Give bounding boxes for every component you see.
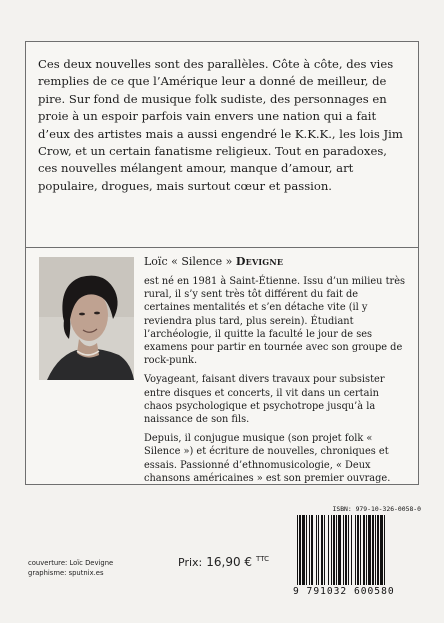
author-photo: [39, 257, 134, 380]
barcode-bar: [348, 515, 349, 585]
price: [178, 555, 269, 569]
author-portrait-image: [39, 257, 134, 380]
design-credit: graphisme: sputnix.es: [28, 568, 104, 577]
author-bio: [144, 254, 406, 491]
bio-paragraph: Voyageant, faisant divers travaux pour subsister entre disques et concerts, il vit dans un certain chaos psychologique et psychotrope jusqu’à la naissance de son fils.: [144, 374, 385, 426]
barcode-bar: [311, 515, 313, 585]
price-amount: 16,90 €: [206, 555, 253, 569]
barcode-bar: [363, 515, 365, 585]
barcode-bar: [377, 515, 379, 585]
section-divider: [26, 247, 418, 248]
barcode-bar: [333, 515, 335, 585]
credits: [28, 559, 113, 578]
barcode-bar: [316, 515, 317, 585]
author-last-name: Devigne: [235, 255, 284, 268]
barcode-bar: [384, 515, 385, 585]
barcode-bar: [306, 515, 307, 585]
barcode-bar: [328, 515, 329, 585]
barcode-bar: [309, 515, 310, 585]
barcode-bar: [338, 515, 341, 585]
barcode-bar: [366, 515, 367, 585]
price-suffix: TTC: [256, 555, 269, 563]
barcode-bar: [336, 515, 337, 585]
barcode-bar: [380, 515, 383, 585]
barcode-bar: [324, 515, 325, 585]
barcode-bar: [299, 515, 301, 585]
barcode-digits: 9 791032 600580: [293, 586, 395, 597]
barcode-bar: [343, 515, 344, 585]
barcode-bar: [297, 515, 298, 585]
bio-paragraph: Depuis, il conjugue musique (son projet folk « Silence ») et écriture de nouvelles, chroniques et essais. Passionné d’ethnomusicologie, « Deux chansons américaines » est son premier ouvrage.: [144, 433, 391, 484]
barcode-block: [293, 505, 421, 603]
barcode-bar: [375, 515, 376, 585]
cover-credit: couverture: Loïc Devigne: [28, 559, 114, 567]
barcode-bar: [357, 515, 359, 585]
back-cover-frame: [25, 41, 419, 485]
barcode-bar: [318, 515, 319, 585]
barcode-image: [293, 515, 421, 585]
barcode-bar: [368, 515, 371, 585]
author-first-name: Loïc « Silence »: [144, 255, 233, 268]
barcode-bar: [372, 515, 374, 585]
barcode-bar: [321, 515, 323, 585]
barcode-bar: [345, 515, 347, 585]
barcode-bar: [302, 515, 305, 585]
author-name: [144, 254, 406, 269]
isbn-label: ISBN: 979-10-326-0058-0: [332, 505, 421, 513]
price-label: Prix:: [178, 556, 203, 569]
blurb-text: Ces deux nouvelles sont des parallèles. Côte à côte, des vies remplies de ce que l’Amérique leur a donné de meilleur, de pire. Sur fond de musique folk sudiste, des personnages en proie à un espoir parfois vain envers une nation qui a fait d’eux des artistes mais a aussi engendré le K.K.K., les lois Jim Crow, et un certain fanatisme religieux. Tout en paradoxes, ces nouvelles mélangent amour, manque d’amour, art populaire, drogues, mais surtout cœur et passion.: [38, 57, 403, 193]
barcode-bar: [360, 515, 361, 585]
barcode-bar: [355, 515, 356, 585]
barcode-bar: [331, 515, 332, 585]
barcode-bar: [351, 515, 352, 585]
bio-paragraph: est né en 1981 à Saint-Étienne. Issu d’un milieu très rural, il s’y sent très tôt différent du fait de certaines mentalités et s’en détache vite (il y reviendra plus tard, plus serein). Étudiant l’archéologie, il quitte la faculté le jour de ses examens pour partir en tournée avec son groupe de rock-punk.: [144, 276, 406, 367]
